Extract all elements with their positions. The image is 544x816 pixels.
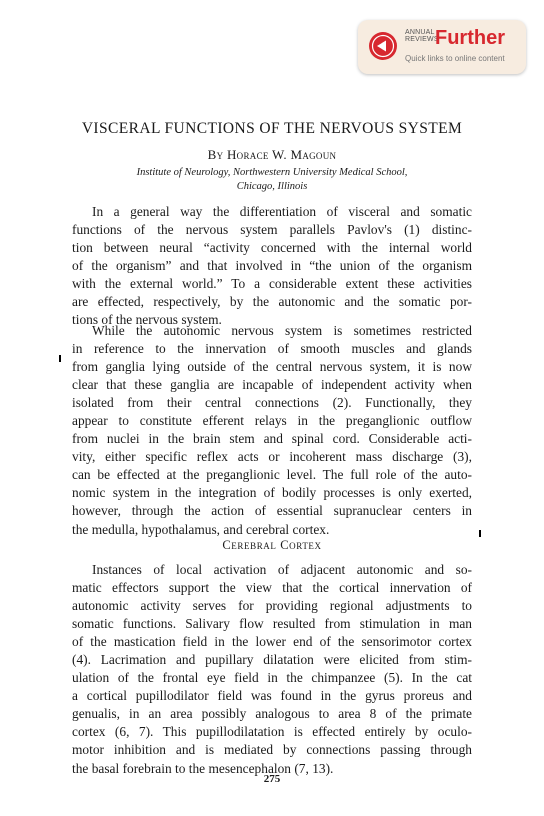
text-line: While the autonomic nervous system is sometimes restricted [92, 323, 472, 338]
margin-mark [59, 355, 61, 362]
further-badge[interactable] [358, 20, 526, 74]
section-heading: Cerebral Cortex [222, 538, 322, 552]
text-line: a cortical pupillodilator field was found in the gyrus proreus and [72, 688, 472, 704]
text-line: of the mastication field in the lower end of the sensorimotor cortex [72, 634, 472, 650]
badge-subtitle: Quick links to online content [405, 54, 505, 63]
text-line: tions of the nervous system. [72, 312, 222, 328]
text-line: somatic functions. Salivary flow resulted from stimulation in man [72, 616, 472, 632]
text-line: ulation of the frontal eye field in the chimpanzee (5). In the cat [72, 670, 472, 686]
text-line: genualis, in an area possibly analogous to area 8 of the primate [72, 706, 472, 722]
article-title: VISCERAL FUNCTIONS OF THE NERVOUS SYSTEM [81, 120, 463, 137]
affiliation-line: Chicago, Illinois [236, 181, 308, 192]
brand-wordmark: ANNUAL REVIEWS [405, 29, 439, 43]
paragraph-cerebral-cortex [72, 561, 472, 778]
text-line: of the organism” and that involved in “the union of the organism [72, 258, 472, 274]
text-line: (4). Lacrimation and pupillary dilatation were elicited from stim- [72, 652, 472, 668]
text-line: in reference to the innervation of smooth muscles and glands [72, 341, 472, 357]
badge-title: Further [435, 27, 505, 49]
text-line: from ganglia lying outside of the central nervous system, it is now [72, 359, 472, 375]
text-line: nomic system in the integration of bodily processes is only exerted, [72, 485, 472, 501]
text-line: can be effected at the preganglionic level. The full role of the auto- [72, 467, 472, 483]
text-line: from nuclei in the brain stem and spinal cord. Considerable acti- [72, 431, 472, 447]
author-byline: By Horace W. Magoun [207, 147, 337, 162]
text-line: however, through the action of essential supranuclear centers in [72, 503, 472, 519]
text-line: vity, either specific reflex acts or incoherent mass discharge (3), [72, 449, 472, 465]
text-line: In a general way the differentiation of visceral and somatic [92, 204, 472, 219]
text-line: motor inhibition and is mediated by connections passing through [72, 742, 472, 758]
text-line: appear to constitute efferent relays in the preganglionic outflow [72, 413, 472, 429]
text-line: clear that these ganglia are incapable of independent activity when [72, 377, 472, 393]
text-line: are effected, respectively, by the autonomic and the somatic por- [72, 294, 472, 310]
paragraph-intro [72, 203, 472, 329]
author-affiliation [0, 166, 544, 194]
text-line: tion between neural “activity concerned with the internal world [72, 240, 472, 256]
text-line: cortex (6, 7). This pupillodilatation is effected entirely by oculo- [72, 724, 472, 740]
text-line: matic effectors support the view that the cortical innervation of [72, 580, 472, 596]
text-line: Instances of local activation of adjacent autonomic and so- [92, 562, 472, 577]
text-line: isolated from their central connections (2). Functionally, they [72, 395, 472, 411]
text-line: the basal forebrain to the mesencephalon (7, 13). [72, 760, 334, 776]
page-number: 275 [263, 773, 281, 785]
text-line: autonomic activity serves for providing regional adjustments to [72, 598, 472, 614]
text-line: functions of the nervous system parallels Pavlov's (1) distinc- [72, 222, 472, 238]
arrow-left-circle-icon [368, 31, 398, 61]
paragraph-autonomic [72, 322, 472, 539]
text-line: with the external world.” To a considerable extent these activities [72, 276, 472, 292]
affiliation-line: Institute of Neurology, Northwestern University Medical School, [136, 167, 408, 178]
text-line: the medulla, hypothalamus, and cerebral cortex. [72, 521, 330, 537]
margin-mark [479, 530, 481, 537]
